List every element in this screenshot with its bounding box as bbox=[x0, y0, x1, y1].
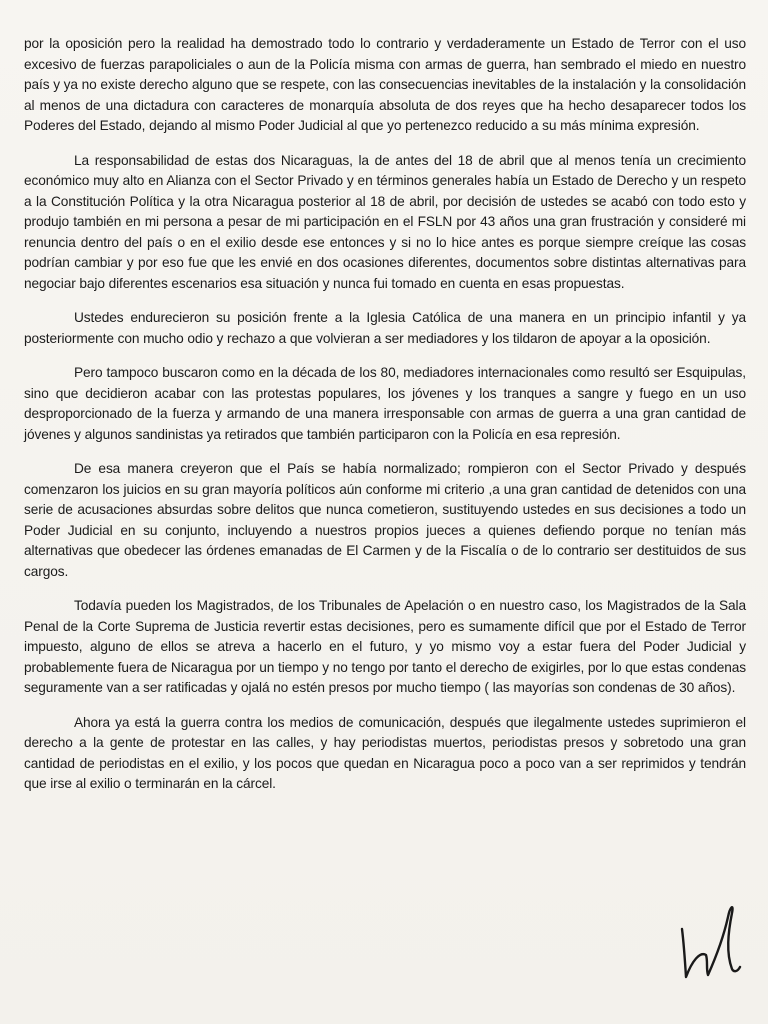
handwritten-signature bbox=[672, 895, 744, 985]
paragraph-3: Ustedes endurecieron su posición frente a la Iglesia Católica de una manera en un principio infantil y ya posteriormente con mucho odio y rechazo a que volvieran a ser mediadores y los tildaron de apoyar a la oposición. bbox=[24, 310, 746, 346]
paragraph-1: por la oposición pero la realidad ha demostrado todo lo contrario y verdaderamente un Estado de Terror con el uso excesivo de fuerzas parapoliciales o aun de la Policía misma con armas de guerra, han sembrado el miedo en nuestro país y ya no existe derecho alguno que se respete, con las consecuencias inevitables de la instalación y la consolidación al menos de una dictadura con caracteres de monarquía absoluta de dos reyes que ha hecho desaparecer todos los Poderes del Estado, dejando al mismo Poder Judicial al que yo pertenezco reducido a su más mínima expresión. bbox=[24, 36, 746, 133]
paragraph-7: Ahora ya está la guerra contra los medios de comunicación, después que ilegalmente ustedes suprimieron el derecho a la gente de protestar en las calles, y hay periodistas muertos, periodistas presos y sobretodo una gran cantidad de periodistas en el exilio, y los pocos que quedan en Nicaragua poco a poco van a ser reprimidos y tendrán que irse al exilio o terminarán en la cárcel. bbox=[24, 714, 746, 791]
paragraph-4: Pero tampoco buscaron como en la década de los 80, mediadores internacionales como resultó ser Esquipulas, sino que decidieron acabar con las protestas populares, los jóvenes y los tranques a sangre y fuego en un uso desproporcionado de la fuerza y armando de una manera irresponsable con armas de guerra a una gran cantidad de jóvenes y algunos sandinistas ya retirados que también participaron con la Policía en esa represión. bbox=[24, 365, 746, 442]
paragraph-2: La responsabilidad de estas dos Nicaraguas, la de antes del 18 de abril que al menos tenía un crecimiento económico muy alto en Alianza con el Sector Privado y en términos generales había un Estado de Derecho y un respeto a la Constitución Política y la otra Nicaragua posterior al 18 de abril, por decisión de ustedes se acabó con todo esto y produjo también en mi persona a pesar de mi participación en el FSLN por 43 años una gran frustración y consideré mi renuncia dentro del país o en el exilio desde ese entonces y si no lo hice antes es porque siempre creíque las cosas podrían cambiar y por eso fue que les envié en dos ocasiones diferentes, documentos sobre distintas alternativas para negociar bajo diferentes escenarios esa situación y nunca fui tomado en cuenta en esas propuestas. bbox=[24, 152, 746, 291]
paragraph-6: Todavía pueden los Magistrados, de los Tribunales de Apelación o en nuestro caso, los Magistrados de la Sala Penal de la Corte Suprema de Justicia revertir estas decisiones, pero es sumamente difícil que por el Estado de Terror impuesto, alguno de ellos se atreva a hacerlo en el futuro, y yo mismo voy a estar fuera del Poder Judicial y probablemente fuera de Nicaragua por un tiempo y no tengo por tanto el derecho de exigirles, por lo que estas condenas seguramente van a ser ratificadas y ojalá no estén presos por mucho tiempo ( las mayorías son condenas de 30 años). bbox=[24, 598, 746, 695]
paragraph-5: De esa manera creyeron que el País se había normalizado; rompieron con el Sector Privado y después comenzaron los juicios en su gran mayoría políticos aún conforme mi criterio ,a una gran cantidad de detenidos con una serie de acusaciones absurdas sobre delitos que nunca cometieron, sustituyendo ustedes en sus decisiones a todo un Poder Judicial en su conjunto, incluyendo a nuestros propios jueces a quienes defiendo porque no tenían más alternativas que obedecer las órdenes emanadas de El Carmen y de la Fiscalía o de lo contrario ser destituidos de sus cargos. bbox=[24, 461, 746, 579]
